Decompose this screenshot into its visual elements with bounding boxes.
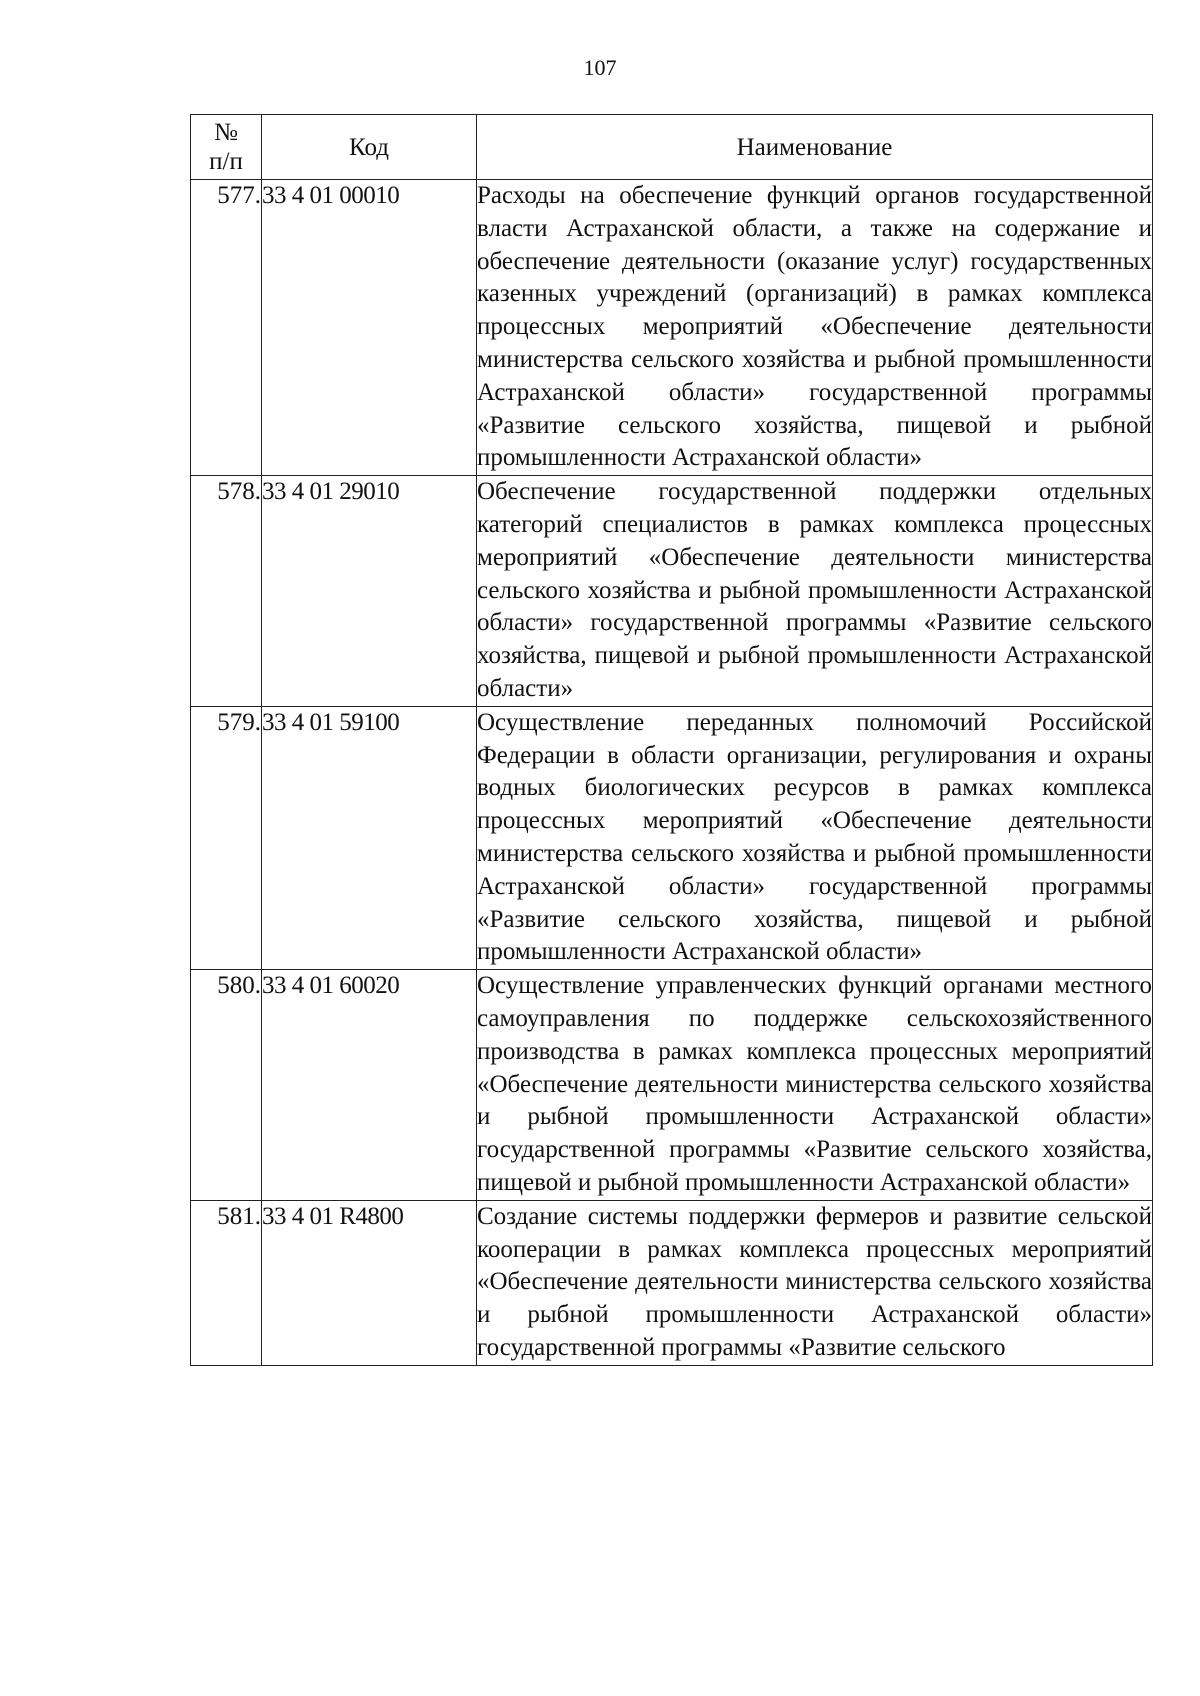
row-code: 33 4 01 29010 — [262, 476, 477, 707]
row-code: 33 4 01 00010 — [262, 180, 477, 476]
table-row — [191, 970, 1153, 1201]
row-number: 580. — [191, 970, 262, 1201]
row-code: 33 4 01 R4800 — [262, 1200, 477, 1365]
row-name: Осуществление переданных полномочий Российской Федерации в области организации, регулирования и охраны водных биологических ресурсов в рамках комплекса процессных мероприятий «Обеспечение деятельности министерства сельского хозяйства и рыбной промышленности Астраханской области» государственной программы «Развитие сельского хозяйства, пищевой и рыбной промышленности Астраханской области» — [477, 706, 1153, 969]
row-name: Расходы на обеспечение функций органов государственной власти Астраханской области, а также на содержание и обеспечение деятельности (оказание услуг) государственных казенных учреждений (организаций) в рамках комплекса процессных мероприятий «Обеспечение деятельности министерства сельского хозяйства и рыбной промышленности Астраханской области» государственной программы «Развитие сельского хозяйства, пищевой и рыбной промышленности Астраханской области» — [477, 180, 1153, 476]
row-number: 579. — [191, 706, 262, 969]
table-header-row — [191, 115, 1153, 180]
table-row — [191, 1200, 1153, 1365]
row-number: 577. — [191, 180, 262, 476]
header-number-abbrev: п/п — [209, 148, 243, 175]
header-number-symbol: № — [214, 119, 238, 146]
row-name: Обеспечение государственной поддержки отдельных категорий специалистов в рамках комплекса процессных мероприятий «Обеспечение деятельности министерства сельского хозяйства и рыбной промышленности Астраханской области» государственной программы «Развитие сельского хозяйства, пищевой и рыбной промышленности Астраханской области» — [477, 476, 1153, 707]
row-code: 33 4 01 59100 — [262, 706, 477, 969]
header-code: Код — [262, 115, 477, 180]
page-number: 107 — [583, 55, 617, 80]
row-number: 578. — [191, 476, 262, 707]
table-row — [191, 180, 1153, 476]
budget-code-table — [190, 114, 1153, 1366]
header-number — [191, 115, 262, 180]
row-code: 33 4 01 60020 — [262, 970, 477, 1201]
header-name: Наименование — [477, 115, 1153, 180]
table-row — [191, 476, 1153, 707]
table-row — [191, 706, 1153, 969]
row-name: Создание системы поддержки фермеров и развитие сельской кооперации в рамках комплекса процессных мероприятий «Обеспечение деятельности министерства сельского хозяйства и рыбной промышленности Астраханской области» государственной программы «Развитие сельского — [477, 1200, 1153, 1365]
row-number: 581. — [191, 1200, 262, 1365]
row-name: Осуществление управленческих функций органами местного самоуправления по поддержке сельскохозяйственного производства в рамках комплекса процессных мероприятий «Обеспечение деятельности министерства сельского хозяйства и рыбной промышленности Астраханской области» государственной программы «Развитие сельского хозяйства, пищевой и рыбной промышленности Астраханской области» — [477, 970, 1153, 1201]
